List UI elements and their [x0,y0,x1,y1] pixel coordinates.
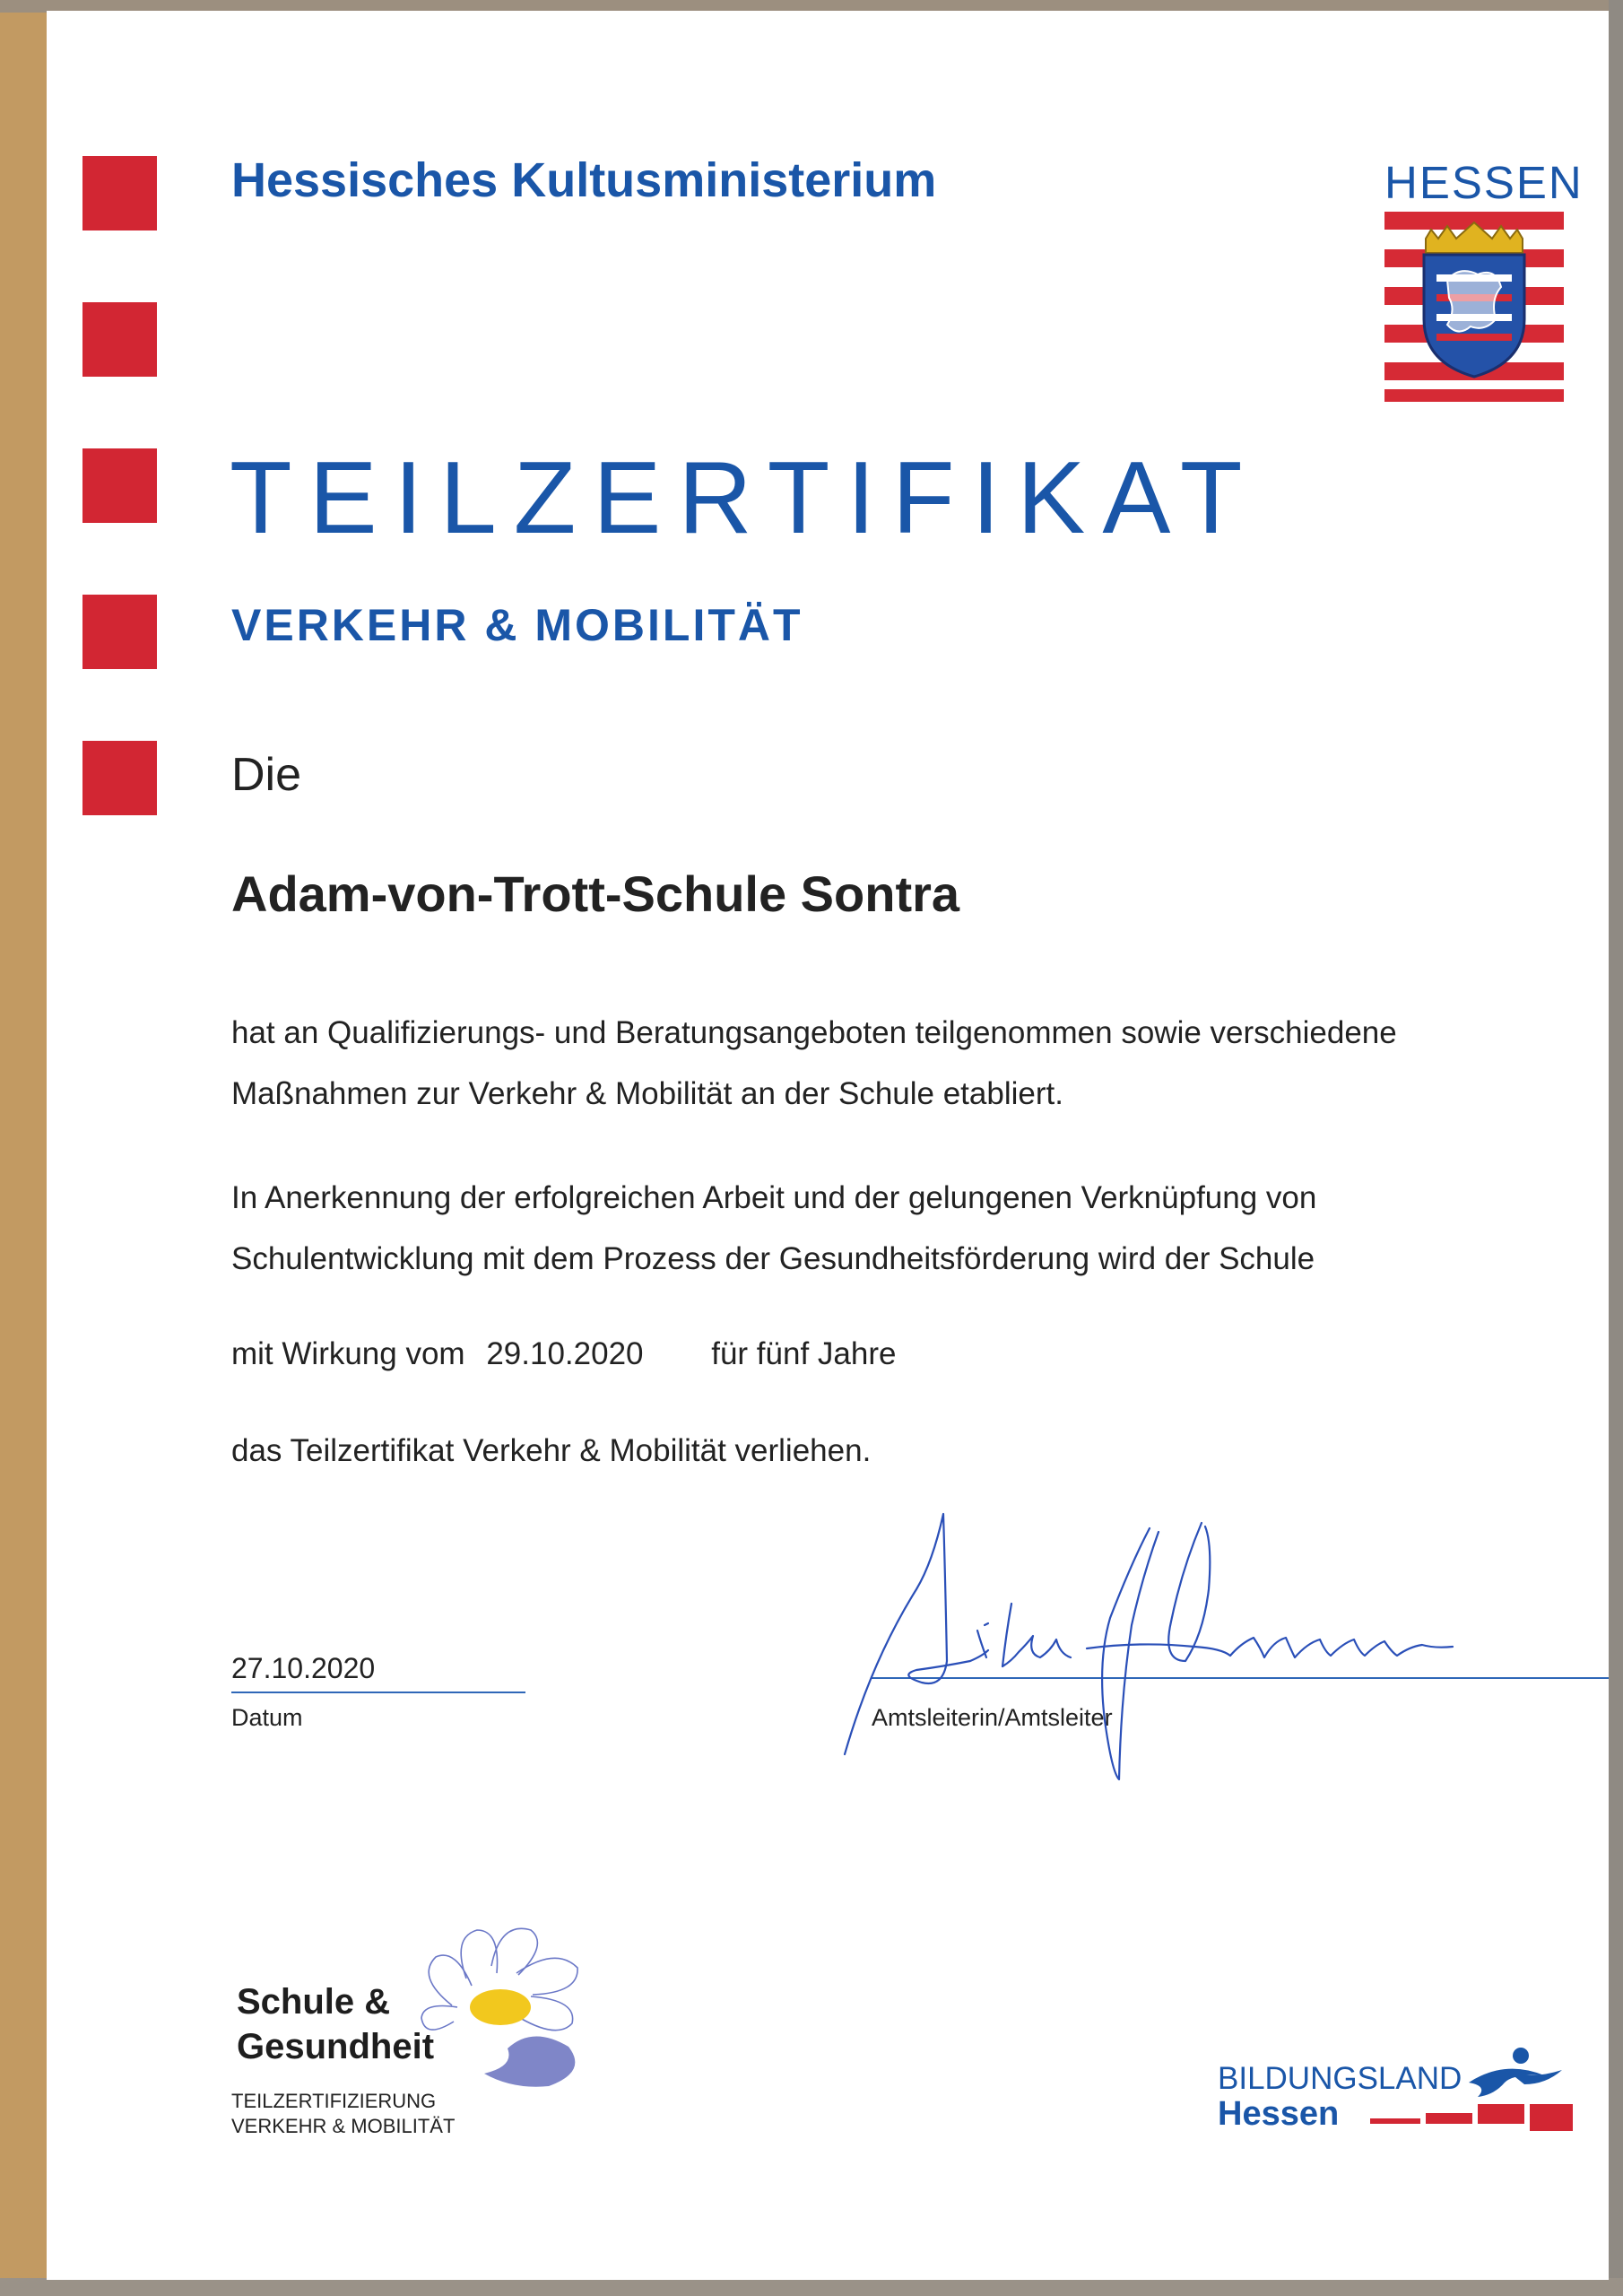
certificate-sheet [47,11,1609,2280]
program-name-line2: Gesundheit [237,2027,435,2066]
body-paragraph-2 [231,1168,1316,1290]
red-square-decoration [82,741,157,815]
date-underline [231,1692,525,1693]
bildungsland-line2: Hessen [1218,2095,1340,2133]
certification-type-line2: VERKEHR & MOBILITÄT [231,2115,456,2137]
frame-edge-bottom [0,2278,1623,2296]
ministry-name: Hessisches Kultusministerium [231,153,937,207]
issue-date: 27.10.2020 [231,1652,376,1684]
date-label: Datum [231,1704,303,1731]
red-square-decoration [82,595,157,669]
body-text-line: In Anerkennung der erfolgreichen Arbeit und der gelungenen Verknüpfung von [231,1180,1317,1215]
duration-text: für fünf Jahre [711,1336,897,1371]
effective-date: 29.10.2020 [486,1336,644,1371]
effective-line [231,1336,896,1372]
closing-text: das Teilzertifikat Verkehr & Mobilität verliehen. [231,1433,872,1468]
body-paragraph-1 [231,1003,1397,1125]
certificate-title: TEILZERTIFIKAT [230,441,1260,555]
bildungsland-figure-icon [1370,2043,1573,2133]
handwritten-signature [836,1491,1481,1787]
red-square-decoration [82,448,157,523]
program-name-line1: Schule & [237,1982,391,2022]
bildungsland-line1: BILDUNGSLAND [1218,2061,1462,2096]
effective-prefix: mit Wirkung vom [231,1336,465,1371]
body-text-line: Maßnahmen zur Verkehr & Mobilität an der Schule etabliert. [231,1076,1063,1111]
hessen-coat-of-arms-icon [1384,212,1564,402]
red-square-decoration [82,302,157,377]
body-text-line: hat an Qualifizierungs- und Beratungsangeboten teilgenommen sowie verschiedene [231,1015,1397,1050]
body-text-line: Schulentwicklung mit dem Prozess der Gesundheitsförderung wird der Schule [231,1241,1315,1276]
frame-edge-right [1609,0,1623,2296]
certificate-subtitle: VERKEHR & MOBILITÄT [231,600,803,650]
intro-text: Die [231,749,302,801]
school-name: Adam-von-Trott-Schule Sontra [231,865,960,922]
red-square-decoration [82,156,157,230]
signer-label: Amtsleiterin/Amtsleiter [872,1704,1113,1731]
state-name: HESSEN [1384,157,1584,208]
certification-type-line1: TEILZERTIFIZIERUNG [231,2090,437,2112]
